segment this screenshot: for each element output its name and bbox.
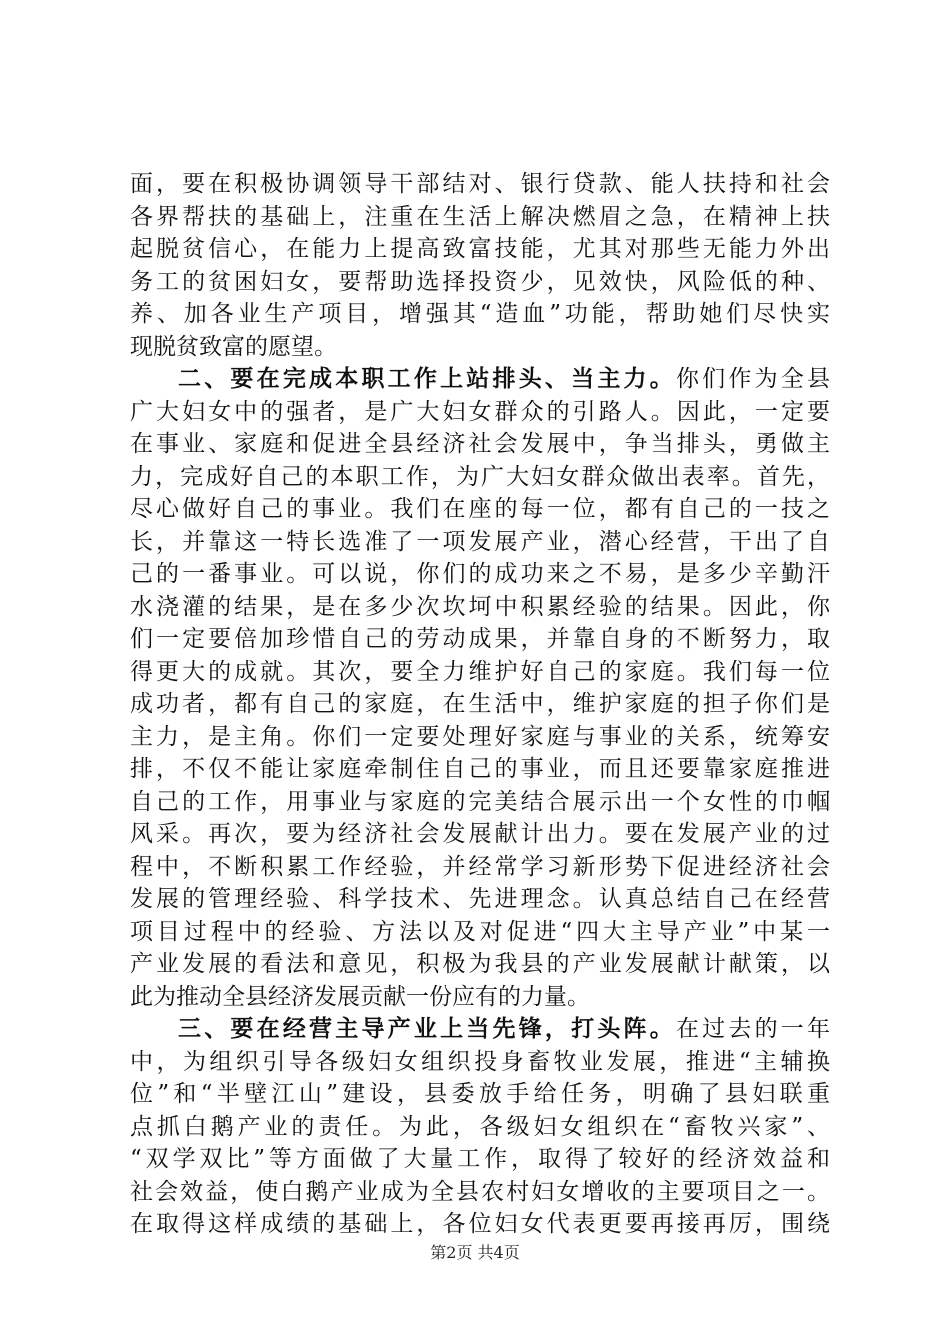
text-line: 位”和“半壁江山”建设，县委放手给任务，明确了县妇联重	[130, 1081, 830, 1107]
text-line: 产业发展的看法和意见，积极为我县的产业发展献计献策，以	[130, 951, 830, 977]
text-line: 在事业、家庭和促进全县经济社会发展中，争当排头，勇做主	[130, 431, 830, 457]
text-line: 起脱贫信心，在能力上提高致富技能，尤其对那些无能力外出	[130, 236, 830, 262]
text-line: 中，为组织引导各级妇女组织投身畜牧业发展，推进“主辅换	[130, 1048, 830, 1075]
text-line: 排，不仅不能让家庭牵制住自己的事业，而且还要靠家庭推进	[130, 756, 830, 782]
text-line: 们一定要倍加珍惜自己的劳动成果，并靠自身的不断努力，取	[130, 626, 830, 652]
text-line: 得更大的成就。其次，要全力维护好自己的家庭。我们每一位	[130, 658, 830, 685]
text-line: 此为推动全县经济发展贡献一份应有的力量。	[130, 983, 590, 1010]
text-line: 现脱贫致富的愿望。	[130, 333, 337, 360]
section-two-heading: 二、要在完成本职工作上站排头、当主力。	[178, 365, 676, 392]
text-line: 风采。再次，要为经济社会发展献计出力。要在发展产业的过	[130, 821, 830, 847]
text-line: 在取得这样成绩的基础上，各位妇女代表更要再接再厉，围绕	[130, 1211, 830, 1237]
text-run: 在过去的一年	[675, 1016, 831, 1042]
section-three-heading: 三、要在经营主导产业上当先锋，打头阵。	[178, 1015, 676, 1042]
text-line: 程中，不断积累工作经验，并经常学习新形势下促进经济社会	[130, 853, 830, 880]
text-line: 发展的管理经验、科学技术、先进理念。认真总结自己在经营	[130, 886, 830, 912]
text-line: 社会效益，使白鹅产业成为全县农村妇女增收的主要项目之一。	[130, 1178, 830, 1205]
text-line: 主力，是主角。你们一定要处理好家庭与事业的关系，统筹安	[130, 723, 830, 750]
text-line: 务工的贫困妇女，要帮助选择投资少，见效快，风险低的种、	[130, 268, 830, 295]
text-line: 长，并靠这一特长选准了一项发展产业，潜心经营，干出了自	[130, 528, 830, 555]
text-line: 尽心做好自己的事业。我们在座的每一位，都有自己的一技之	[130, 496, 830, 522]
text-line: 各界帮扶的基础上，注重在生活上解决燃眉之急，在精神上扶	[130, 203, 830, 230]
text-line: 面，要在积极协调领导干部结对、银行贷款、能人扶持和社会	[130, 171, 830, 197]
section-three-heading-line	[130, 1013, 830, 1046]
text-line: 水浇灌的结果，是在多少次坎坷中积累经验的结果。因此，你	[130, 593, 830, 620]
text-line: 自己的工作，用事业与家庭的完美结合展示出一个女性的巾帼	[130, 788, 830, 815]
text-line: 项目过程中的经验、方法以及对促进“四大主导产业”中某一	[130, 918, 830, 945]
text-line: 点抓白鹅产业的责任。为此，各级妇女组织在“畜牧兴家”、	[130, 1113, 830, 1140]
page-number-footer: 第2页 共4页	[430, 1243, 520, 1262]
document-body	[130, 168, 830, 1241]
text-run: 你们作为全县	[675, 366, 831, 392]
text-line: 广大妇女中的强者，是广大妇女群众的引路人。因此，一定要	[130, 398, 830, 425]
text-line: 力，完成好自己的本职工作，为广大妇女群众做出表率。首先，	[130, 463, 830, 490]
section-two-heading-line	[130, 363, 830, 396]
text-line: 成功者，都有自己的家庭，在生活中，维护家庭的担子你们是	[130, 691, 830, 717]
text-line: 养、加各业生产项目，增强其“造血”功能，帮助她们尽快实	[130, 301, 830, 327]
text-line: “双学双比”等方面做了大量工作，取得了较好的经济效益和	[130, 1146, 830, 1172]
text-line: 己的一番事业。可以说，你们的成功来之不易，是多少辛勤汗	[130, 561, 830, 587]
